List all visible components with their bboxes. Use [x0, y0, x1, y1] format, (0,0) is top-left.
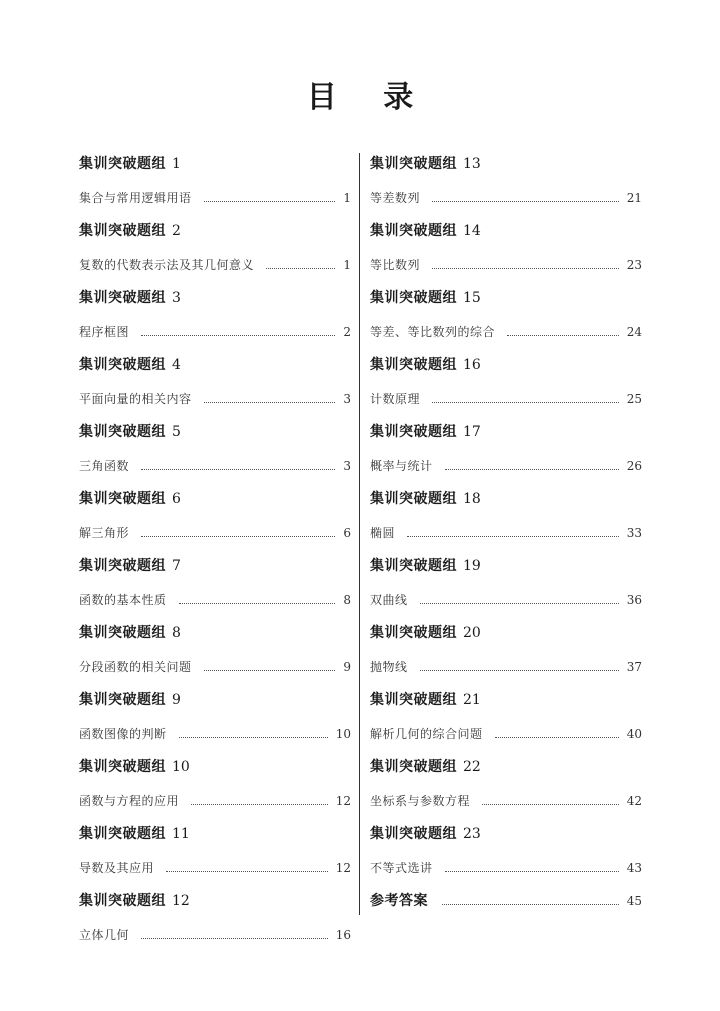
- toc-entry[interactable]: [79, 389, 351, 409]
- group-heading: [79, 890, 351, 912]
- toc-entry[interactable]: [370, 657, 642, 677]
- entry-title: 解三角形: [79, 526, 130, 540]
- entry-page: 21: [626, 191, 642, 205]
- group-number: 12: [172, 893, 190, 909]
- entry-page: 12: [335, 794, 351, 808]
- column-divider: [359, 153, 360, 915]
- group-number: 20: [463, 625, 481, 641]
- toc-entry[interactable]: [79, 255, 351, 275]
- dot-leader: [141, 535, 335, 537]
- group-label: 集训突破题组: [79, 491, 166, 507]
- toc-entry[interactable]: [370, 523, 642, 543]
- toc-entry[interactable]: [370, 724, 642, 744]
- toc-entry[interactable]: [79, 724, 351, 744]
- dot-leader: [191, 803, 328, 805]
- group-heading: [79, 488, 351, 510]
- group-label: 集训突破题组: [370, 290, 457, 306]
- group-heading: [79, 622, 351, 644]
- group-heading: [79, 555, 351, 577]
- dot-leader: [407, 535, 619, 537]
- entry-page: 33: [626, 526, 642, 540]
- group-label: 集训突破题组: [79, 826, 166, 842]
- entry-title: 计数原理: [370, 392, 421, 406]
- entry-title: 三角函数: [79, 459, 130, 473]
- entry-page: 43: [626, 861, 642, 875]
- toc-entry[interactable]: [79, 858, 351, 878]
- entry-title: 等差数列: [370, 191, 421, 205]
- group-number: 19: [463, 558, 481, 574]
- group-number: 14: [463, 223, 481, 239]
- group-number: 23: [463, 826, 481, 842]
- group-heading: [79, 823, 351, 845]
- entry-page: 1: [343, 191, 351, 205]
- group-heading: [79, 756, 351, 778]
- dot-leader: [482, 803, 619, 805]
- group-number: 6: [172, 491, 181, 507]
- entry-page: 2: [343, 325, 351, 339]
- toc-right-column: [370, 153, 642, 912]
- dot-leader: [507, 334, 619, 336]
- group-number: 16: [463, 357, 481, 373]
- entry-title: 概率与统计: [370, 459, 433, 473]
- answers-entry[interactable]: [370, 890, 642, 912]
- group-label: 集训突破题组: [370, 826, 457, 842]
- group-number: 17: [463, 424, 481, 440]
- group-label: 集训突破题组: [370, 424, 457, 440]
- toc-entry[interactable]: [79, 523, 351, 543]
- toc-entry[interactable]: [79, 590, 351, 610]
- entry-page: 3: [343, 459, 351, 473]
- entry-page: 40: [626, 727, 642, 741]
- entry-page: 36: [626, 593, 642, 607]
- group-label: 集训突破题组: [370, 223, 457, 239]
- group-label: 集训突破题组: [370, 156, 457, 172]
- entry-title: 复数的代数表示法及其几何意义: [79, 258, 255, 272]
- group-number: 18: [463, 491, 481, 507]
- toc-entry[interactable]: [370, 590, 642, 610]
- group-heading: [370, 153, 642, 175]
- dot-leader: [204, 401, 336, 403]
- entry-title: 解析几何的综合问题: [370, 727, 483, 741]
- dot-leader: [420, 669, 619, 671]
- entry-title: 程序框图: [79, 325, 130, 339]
- entry-page: 42: [626, 794, 642, 808]
- toc-left-column: [79, 153, 351, 945]
- group-label: 集训突破题组: [79, 223, 166, 239]
- entry-page: 26: [626, 459, 642, 473]
- entry-page: 16: [335, 928, 351, 942]
- entry-page: 8: [343, 593, 351, 607]
- group-heading: [370, 689, 642, 711]
- entry-title: 函数与方程的应用: [79, 794, 180, 808]
- group-number: 11: [172, 826, 190, 842]
- toc-entry[interactable]: [79, 456, 351, 476]
- group-number: 22: [463, 759, 481, 775]
- group-heading: [79, 287, 351, 309]
- dot-leader: [141, 937, 328, 939]
- group-heading: [370, 756, 642, 778]
- group-number: 5: [172, 424, 181, 440]
- dot-leader: [432, 267, 619, 269]
- toc-entry[interactable]: [370, 255, 642, 275]
- toc-entry[interactable]: [370, 188, 642, 208]
- toc-entry[interactable]: [79, 188, 351, 208]
- answers-title: 参考答案: [370, 893, 428, 909]
- toc-entry[interactable]: [79, 657, 351, 677]
- entry-page: 37: [626, 660, 642, 674]
- group-number: 7: [172, 558, 181, 574]
- entry-title: 函数图像的判断: [79, 727, 167, 741]
- group-heading: [79, 689, 351, 711]
- group-label: 集训突破题组: [370, 625, 457, 641]
- toc-entry[interactable]: [79, 322, 351, 342]
- group-label: 集训突破题组: [370, 759, 457, 775]
- dot-leader: [420, 602, 619, 604]
- toc-entry[interactable]: [79, 925, 351, 945]
- group-number: 10: [172, 759, 190, 775]
- group-label: 集训突破题组: [370, 558, 457, 574]
- toc-entry[interactable]: [370, 322, 642, 342]
- group-label: 集训突破题组: [79, 692, 166, 708]
- group-heading: [79, 421, 351, 443]
- dot-leader: [266, 267, 335, 269]
- group-number: 9: [172, 692, 181, 708]
- group-heading: [79, 220, 351, 242]
- group-heading: [370, 421, 642, 443]
- group-heading: [79, 354, 351, 376]
- group-number: 13: [463, 156, 481, 172]
- dot-leader: [204, 200, 336, 202]
- group-label: 集训突破题组: [79, 156, 166, 172]
- group-heading: [370, 555, 642, 577]
- dot-leader: [445, 870, 619, 872]
- dot-leader: [432, 200, 619, 202]
- dot-leader: [432, 401, 619, 403]
- group-heading: [370, 354, 642, 376]
- toc-entry[interactable]: [370, 791, 642, 811]
- group-heading: [79, 153, 351, 175]
- entry-title: 坐标系与参数方程: [370, 794, 471, 808]
- group-label: 集训突破题组: [79, 759, 166, 775]
- group-heading: [370, 287, 642, 309]
- dot-leader: [179, 602, 336, 604]
- entry-page: 3: [343, 392, 351, 406]
- entry-title: 分段函数的相关问题: [79, 660, 192, 674]
- entry-page: 12: [335, 861, 351, 875]
- group-label: 集训突破题组: [79, 893, 166, 909]
- group-label: 集训突破题组: [79, 558, 166, 574]
- group-heading: [370, 220, 642, 242]
- group-heading: [370, 823, 642, 845]
- dot-leader: [141, 334, 335, 336]
- entry-page: 6: [343, 526, 351, 540]
- entry-title: 椭圆: [370, 526, 396, 540]
- entry-page: 24: [626, 325, 642, 339]
- group-number: 4: [172, 357, 181, 373]
- dot-leader: [445, 468, 619, 470]
- entry-page: 9: [343, 660, 351, 674]
- toc-entry[interactable]: [370, 456, 642, 476]
- entry-title: 抛物线: [370, 660, 408, 674]
- toc-entry[interactable]: [79, 791, 351, 811]
- group-label: 集训突破题组: [79, 424, 166, 440]
- group-label: 集训突破题组: [79, 357, 166, 373]
- dot-leader: [141, 468, 335, 470]
- entry-title: 双曲线: [370, 593, 408, 607]
- entry-page: 1: [343, 258, 351, 272]
- entry-title: 平面向量的相关内容: [79, 392, 192, 406]
- entry-title: 集合与常用逻辑用语: [79, 191, 192, 205]
- entry-title: 不等式选讲: [370, 861, 433, 875]
- group-label: 集训突破题组: [370, 692, 457, 708]
- page-title: 目 录: [306, 80, 432, 115]
- dot-leader: [442, 903, 619, 905]
- group-label: 集训突破题组: [79, 625, 166, 641]
- dot-leader: [179, 736, 328, 738]
- entry-title: 等差、等比数列的综合: [370, 325, 496, 339]
- dot-leader: [204, 669, 336, 671]
- toc-entry[interactable]: [370, 858, 642, 878]
- entry-title: 立体几何: [79, 928, 130, 942]
- entry-page: 23: [626, 258, 642, 272]
- group-heading: [370, 622, 642, 644]
- group-heading: [370, 488, 642, 510]
- entry-page: 25: [626, 392, 642, 406]
- entry-title: 函数的基本性质: [79, 593, 167, 607]
- group-number: 21: [463, 692, 481, 708]
- toc-entry[interactable]: [370, 389, 642, 409]
- group-number: 1: [172, 156, 181, 172]
- entry-title: 导数及其应用: [79, 861, 155, 875]
- answers-page: 45: [626, 894, 642, 908]
- entry-page: 10: [335, 727, 351, 741]
- dot-leader: [166, 870, 328, 872]
- dot-leader: [495, 736, 619, 738]
- group-label: 集训突破题组: [370, 357, 457, 373]
- group-number: 2: [172, 223, 181, 239]
- group-number: 15: [463, 290, 481, 306]
- group-label: 集训突破题组: [79, 290, 166, 306]
- entry-title: 等比数列: [370, 258, 421, 272]
- group-number: 8: [172, 625, 181, 641]
- group-label: 集训突破题组: [370, 491, 457, 507]
- group-number: 3: [172, 290, 181, 306]
